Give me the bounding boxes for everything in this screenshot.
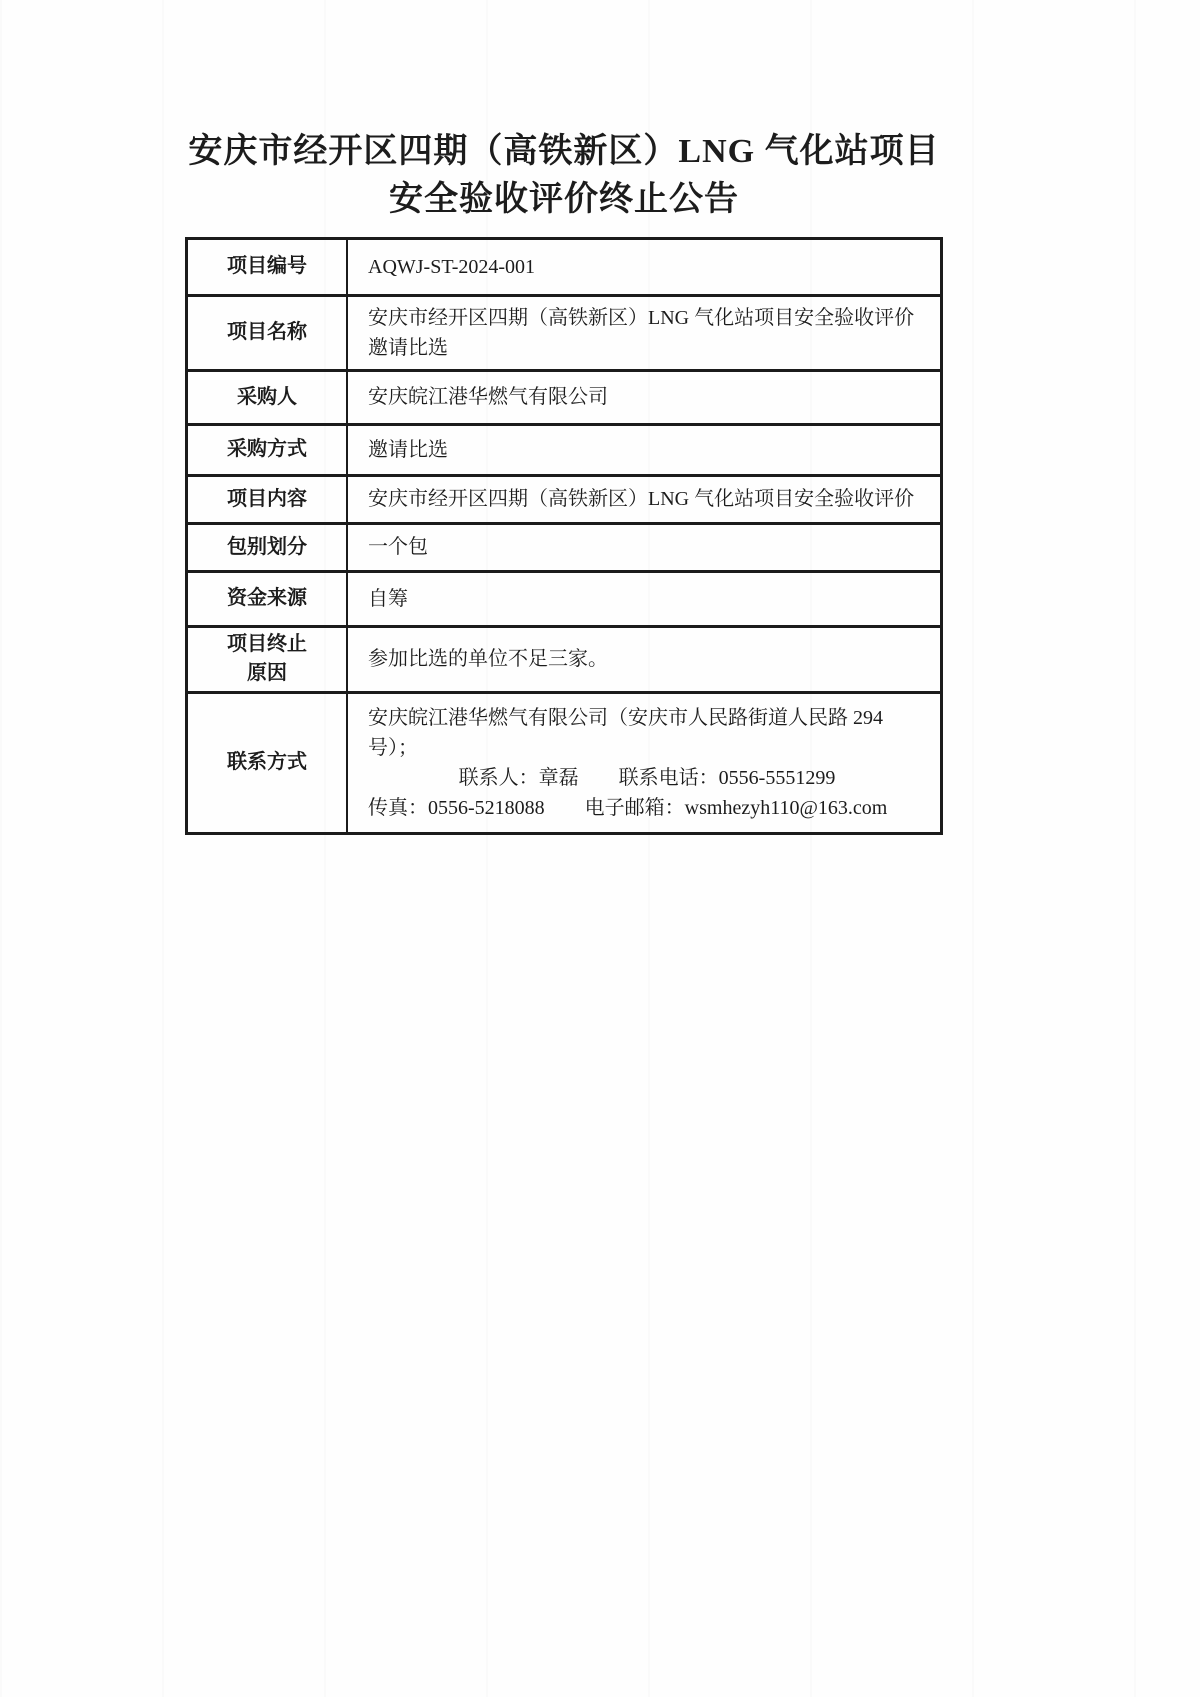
- project-info-table: [185, 237, 943, 835]
- row-label-text: 项目终止原因: [227, 633, 307, 685]
- page-title: [185, 128, 943, 225]
- row-label: 包别划分: [188, 525, 348, 570]
- row-value: 安庆市经开区四期（高铁新区）LNG 气化站项目安全验收评价邀请比选: [368, 306, 915, 359]
- page-title-line2: 安全验收评价终止公告: [389, 181, 739, 219]
- row-label: 项目内容: [188, 477, 348, 522]
- row-value: 一个包: [368, 536, 428, 559]
- table-row-package-division: [188, 522, 940, 570]
- row-label: 采购人: [188, 372, 348, 423]
- contact-address-line: 安庆皖江港华燃气有限公司（安庆市人民路街道人民路 294 号）；: [368, 706, 883, 759]
- row-label: 采购方式: [188, 426, 348, 474]
- row-label: 资金来源: [188, 573, 348, 625]
- row-label: 项目名称: [188, 297, 348, 369]
- contact-person-phone-line: 联系人：章磊 联系电话：0556-5551299: [458, 766, 836, 789]
- table-row-termination-reason: [188, 625, 940, 691]
- row-label: 项目编号: [188, 240, 348, 294]
- row-value: AQWJ-ST-2024-001: [368, 255, 536, 278]
- row-value: 参加比选的单位不足三家。: [368, 648, 608, 671]
- table-row-contact-info: [188, 691, 940, 832]
- page-title-line1: 安庆市经开区四期（高铁新区）LNG 气化站项目: [188, 133, 940, 170]
- row-value: 安庆皖江港华燃气有限公司: [368, 386, 608, 409]
- row-value: 邀请比选: [368, 438, 448, 461]
- table-row-purchaser: [188, 369, 940, 423]
- table-row-project-name: [188, 294, 940, 369]
- contact-fax-email-line: 传真：0556-5218088 电子邮箱：wsmhezyh110@163.com: [368, 796, 888, 819]
- table-row-project-number: [188, 240, 940, 294]
- row-value: 自筹: [368, 587, 408, 610]
- table-row-project-content: [188, 474, 940, 522]
- announcement-document: [185, 128, 943, 835]
- row-value: 安庆市经开区四期（高铁新区）LNG 气化站项目安全验收评价: [368, 488, 915, 511]
- row-label: [188, 628, 348, 691]
- table-row-procurement-method: [188, 423, 940, 474]
- row-label: 联系方式: [188, 694, 348, 832]
- row-value: [348, 694, 940, 832]
- table-row-funding-source: [188, 570, 940, 625]
